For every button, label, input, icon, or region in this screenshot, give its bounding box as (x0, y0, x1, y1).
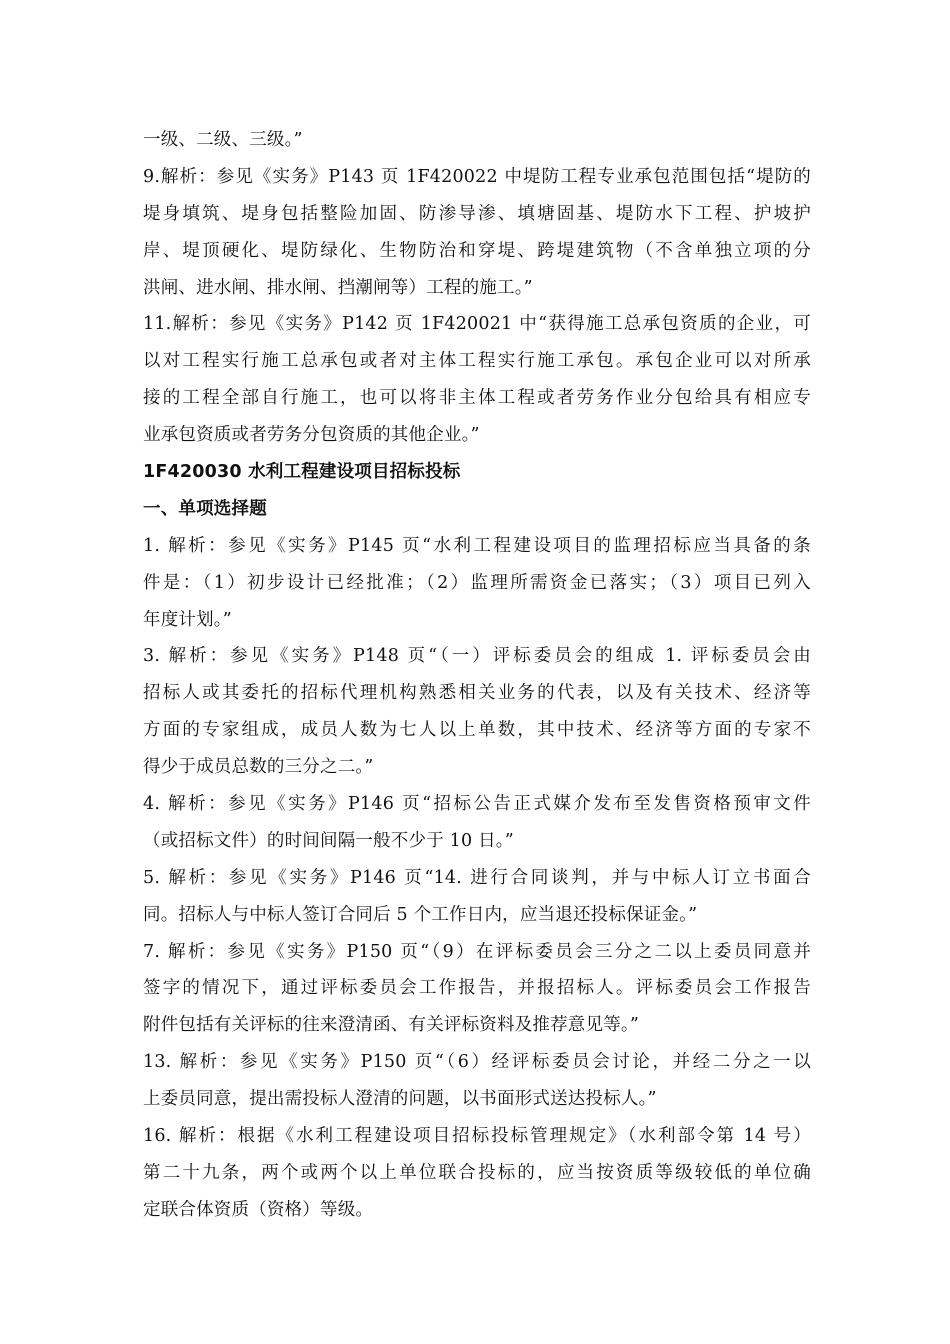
document-page (143, 122, 811, 1229)
text-line: 接的工程全部自行施工，也可以将非主体工程或者劳务作业分包给具有相应专 (143, 388, 811, 409)
text-line: 16. 解析：根据《水利工程建设项目招标投标管理规定》（水利部令第 14 号） (143, 1126, 811, 1147)
text-line: 7. 解析：参见《实务》P150 页“（9）在评标委员会三分之二以上委员同意并 (143, 941, 811, 962)
text-line: 3. 解析：参见《实务》P148 页“（一）评标委员会的组成 1. 评标委员会由 (143, 646, 811, 667)
text-line: 第二十九条，两个或两个以上单位联合投标的，应当按资质等级较低的单位确 (143, 1162, 811, 1183)
text-line: 岸、堤顶硬化、堤防绿化、生物防治和穿堤、跨堤建筑物（不含单独立项的分 (143, 240, 811, 261)
text-line: 13. 解析：参见《实务》P150 页“（6）经评标委员会讨论，并经二分之一以 (143, 1052, 811, 1073)
text-line: 附件包括有关评标的往来澄清函、有关评标资料及推荐意见等。” (143, 1015, 639, 1036)
text-line: 5. 解析：参见《实务》P146 页“14. 进行合同谈判，并与中标人订立书面合 (143, 867, 811, 888)
text-line: 得少于成员总数的三分之二。” (143, 757, 374, 778)
text-line: 签字的情况下，通过评标委员会工作报告，并报招标人。评标委员会工作报告 (143, 978, 811, 999)
text-line: 件是：（1）初步设计已经批准；（2）监理所需资金已落实；（3）项目已列入 (143, 572, 811, 593)
text-line: 一级、二级、三级。” (143, 130, 303, 150)
text-line: 1. 解析：参见《实务》P145 页“水利工程建设项目的监理招标应当具备的条 (143, 535, 811, 556)
text-line: 以对工程实行施工总承包或者对主体工程实行施工承包。承包企业可以对所承 (143, 351, 811, 372)
text-line: 方面的专家组成，成员人数为七人以上单数，其中技术、经济等方面的专家不 (143, 720, 811, 741)
section-heading: 1F420030 水利工程建设项目招标投标 (143, 462, 461, 483)
text-line: （或招标文件）的时间间隔一般不少于 10 日。” (143, 830, 514, 851)
text-line: 堤身填筑、堤身包括整险加固、防渗导渗、填塘固基、堤防水下工程、护坡护 (143, 203, 811, 224)
text-line: 同。招标人与中标人签订合同后 5 个工作日内，应当退还投标保证金。” (143, 904, 698, 925)
text-line: 上委员同意，提出需投标人澄清的问题，以书面形式送达投标人。” (143, 1089, 657, 1110)
text-line: 4. 解析：参见《实务》P146 页“招标公告正式媒介发布至发售资格预审文件 (143, 794, 811, 815)
text-line: 定联合体资质（资格）等级。 (143, 1199, 374, 1220)
text-line: 年度计划。” (143, 609, 232, 630)
text-line: 洪闸、进水闸、排水闸、挡潮闸等）工程的施工。” (143, 277, 533, 298)
section-heading: 一、单项选择题 (143, 498, 267, 519)
text-line: 9.解析：参见《实务》P143 页 1F420022 中堤防工程专业承包范围包括“堤防的 (143, 166, 811, 187)
text-line: 11.解析：参见《实务》P142 页 1F420021 中“获得施工总承包资质的企业，可 (143, 314, 811, 335)
text-line: 招标人或其委托的招标代理机构熟悉相关业务的代表，以及有关技术、经济等 (143, 683, 811, 704)
text-line: 业承包资质或者劳务分包资质的其他企业。” (143, 425, 480, 446)
